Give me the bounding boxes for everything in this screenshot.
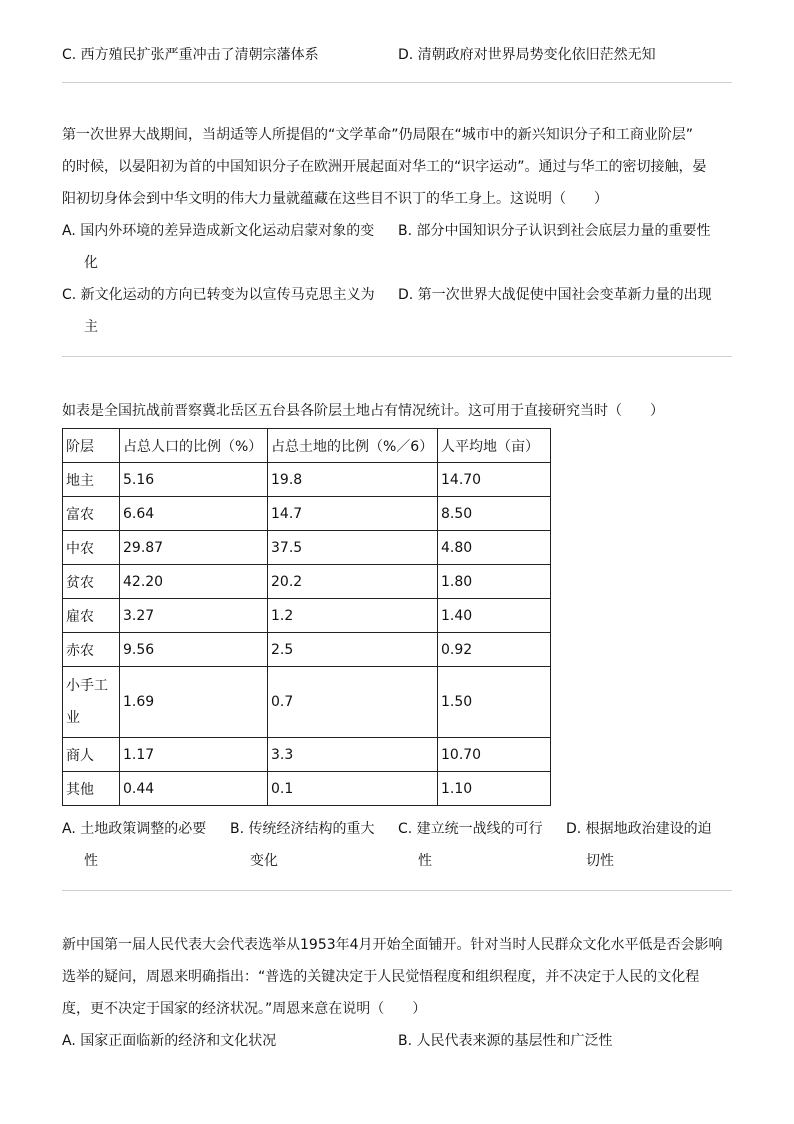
option-d-continued[interactable]: 切性 [586,853,614,869]
table-row [63,667,551,738]
table-cell: 2.5 [268,633,438,667]
table-row [63,599,551,633]
question-stem-line: 度，更不决定于国家的经济状况。”周恩来意在说明（ ） [62,1001,427,1017]
table-cell: 0.92 [438,633,551,667]
option-a[interactable]: A. 土地政策调整的必要 [62,821,207,837]
option-a-continued[interactable]: 性 [84,853,98,869]
question-stem-line: 选举的疑问，周恩来明确指出：“普选的关键决定于人民觉悟程度和组织程度，并不决定于人民的文化程 [62,969,700,985]
table-cell: 29.87 [120,531,268,565]
table-cell: 地主 [63,463,120,497]
table-cell: 5.16 [120,463,268,497]
question-stem-line: 的时候，以晏阳初为首的中国知识分子在欧洲开展起面对华工的“识字运动”。通过与华工的密切接触，晏 [62,159,707,175]
table-cell: 1.2 [268,599,438,633]
table-cell: 3.3 [268,738,438,772]
table-cell: 0.1 [268,772,438,806]
table-cell: 8.50 [438,497,551,531]
table-cell: 1.69 [120,667,268,738]
table-header-cell: 占总土地的比例（%／6） [268,429,438,463]
table-cell: 雇农 [63,599,120,633]
table-cell: 1.17 [120,738,268,772]
option-a[interactable]: A. 国家正面临新的经济和文化状况 [62,1033,277,1049]
table-cell: 0.7 [268,667,438,738]
table-cell: 赤农 [63,633,120,667]
table-row [63,772,551,806]
table-cell: 19.8 [268,463,438,497]
table-cell: 14.70 [438,463,551,497]
table-header-cell: 占总人口的比例（%） [120,429,268,463]
table-cell: 1.40 [438,599,551,633]
divider [62,82,732,83]
option-c-continued[interactable]: 主 [84,319,98,335]
question-stem-line: 第一次世界大战期间，当胡适等人所提倡的“文学革命”仍局限在“城市中的新兴知识分子和工商业阶层” [62,127,694,143]
table-cell: 富农 [63,497,120,531]
table-cell: 10.70 [438,738,551,772]
option-a[interactable]: A. 国内外环境的差异造成新文化运动启蒙对象的变 [62,223,375,239]
option-a-continued[interactable]: 化 [84,255,98,271]
table-header-cell: 阶层 [63,429,120,463]
table-cell: 6.64 [120,497,268,531]
table-cell: 小手工业 [63,667,120,738]
table-row [63,633,551,667]
table-row [63,531,551,565]
table-cell: 1.10 [438,772,551,806]
table-row [63,497,551,531]
option-b[interactable]: B. 部分中国知识分子认识到社会底层力量的重要性 [398,223,711,239]
option-b[interactable]: B. 人民代表来源的基层性和广泛性 [398,1033,613,1049]
option-d[interactable]: D. 第一次世界大战促使中国社会变革新力量的出现 [398,287,712,303]
table-row [63,463,551,497]
table-cell: 3.27 [120,599,268,633]
option-d[interactable]: D. 根据地政治建设的迫 [566,821,712,837]
table-header-cell: 人平均地（亩） [438,429,551,463]
land-statistics-table [62,428,551,806]
table-cell: 0.44 [120,772,268,806]
table-cell: 中农 [63,531,120,565]
table-cell: 4.80 [438,531,551,565]
option-b-continued[interactable]: 变化 [250,853,278,869]
table-cell: 其他 [63,772,120,806]
divider [62,356,732,357]
option-d[interactable]: D. 清朝政府对世界局势变化依旧茫然无知 [398,47,656,63]
divider [62,890,732,891]
table-cell: 商人 [63,738,120,772]
table-cell: 贫农 [63,565,120,599]
option-b[interactable]: B. 传统经济结构的重大 [230,821,375,837]
option-c[interactable]: C. 建立统一战线的可行 [398,821,543,837]
table-cell: 1.50 [438,667,551,738]
table-cell: 20.2 [268,565,438,599]
option-c-continued[interactable]: 性 [418,853,432,869]
table-cell: 42.20 [120,565,268,599]
table-cell: 9.56 [120,633,268,667]
table-cell: 37.5 [268,531,438,565]
table-cell: 1.80 [438,565,551,599]
question-stem-line: 阳初切身体会到中华文明的伟大力量就蕴藏在这些目不识丁的华工身上。这说明（ ） [62,191,608,207]
table-header-row [63,429,551,463]
option-c[interactable]: C. 西方殖民扩张严重冲击了清朝宗藩体系 [62,47,319,63]
table-row [63,565,551,599]
question-stem: 如表是全国抗战前晋察冀北岳区五台县各阶层土地占有情况统计。这可用于直接研究当时（ ） [62,403,664,419]
table-row [63,738,551,772]
option-c[interactable]: C. 新文化运动的方向已转变为以宣传马克思主义为 [62,287,375,303]
question-stem-line: 新中国第一届人民代表大会代表选举从1953年4月开始全面铺开。针对当时人民群众文化水平低是否会影响 [62,937,723,953]
table-cell: 14.7 [268,497,438,531]
